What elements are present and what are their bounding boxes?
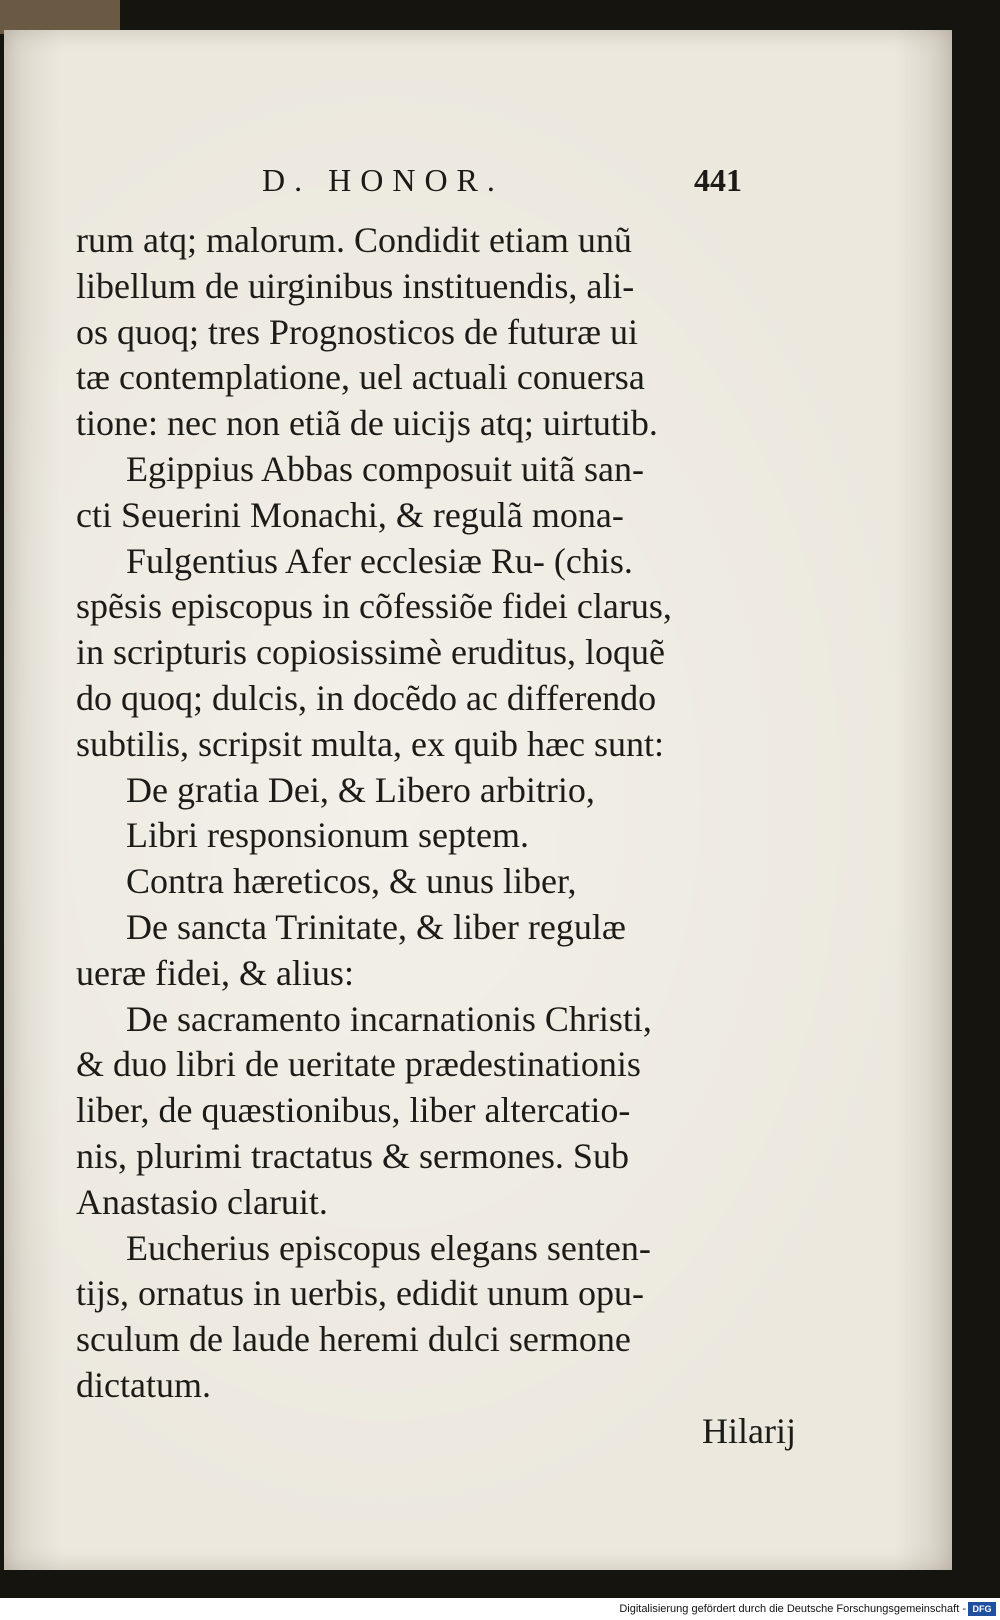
- text-line: Fulgentius Afer ecclesiæ Ru- (chis.: [126, 540, 633, 581]
- text-line: Anastasio claruit.: [76, 1181, 328, 1222]
- text-line: De gratia Dei, & Libero arbitrio,: [126, 769, 595, 810]
- text-line: Eucherius episcopus elegans senten-: [126, 1227, 651, 1268]
- text-line: tijs, ornatus in uerbis, edidit unum opu-: [76, 1273, 644, 1314]
- text-line: nis, plurimi tractatus & sermones. Sub: [76, 1135, 629, 1176]
- text-line: Libri responsionum septem.: [126, 815, 529, 856]
- text-line: & duo libri de ueritate prædestinationis: [76, 1044, 641, 1085]
- text-line: sculum de laude heremi dulci sermone: [76, 1319, 631, 1360]
- text-line: os quoq; tres Prognosticos de futuræ ui: [76, 311, 638, 352]
- text-line: spẽsis episcopus in cõfessiõe fidei clarus,: [76, 586, 672, 627]
- dfg-logo[interactable]: DFG: [968, 1602, 996, 1616]
- page-number: 441: [694, 162, 742, 198]
- text-line: libellum de uirginibus instituendis, ali-: [76, 265, 635, 306]
- text-line: liber, de quæstionibus, liber altercatio-: [76, 1090, 631, 1131]
- text-line: subtilis, scripsit multa, ex quib hæc sunt:: [76, 723, 664, 764]
- catchword: Hilarij: [702, 1410, 796, 1451]
- text-line: Contra hæreticos, & unus liber,: [126, 861, 577, 902]
- book-binding-edge: [0, 0, 120, 34]
- text-line: cti Seuerini Monachi, & regulã mona-: [76, 494, 624, 535]
- text-line: tione: nec non etiã de uicijs atq; uirtutib.: [76, 403, 658, 444]
- text-line: rum atq; malorum. Condidit etiam unũ: [76, 220, 632, 260]
- text-line: ueræ fidei, & alius:: [76, 952, 354, 993]
- book-page: [4, 30, 952, 1570]
- running-head: [4, 158, 952, 208]
- text-line: in scripturis copiosissimè eruditus, loquẽ: [76, 632, 665, 673]
- text-line: Egippius Abbas composuit uitã san-: [126, 448, 644, 489]
- text-line: tæ contemplatione, uel actuali conuersa: [76, 357, 645, 398]
- text-line: De sacramento incarnationis Christi,: [126, 998, 652, 1039]
- text-line: De sancta Trinitate, & liber regulæ: [126, 906, 626, 947]
- text-line: do quoq; dulcis, in docẽdo ac differendo: [76, 677, 657, 718]
- digitization-footer: [0, 1598, 1000, 1620]
- running-title: D. HONOR.: [262, 162, 504, 198]
- digitization-credit: Digitalisierung gefördert durch die Deutsche Forschungsgemeinschaft -: [619, 1603, 966, 1615]
- body-text: [76, 218, 796, 1455]
- text-line: dictatum.: [76, 1364, 211, 1405]
